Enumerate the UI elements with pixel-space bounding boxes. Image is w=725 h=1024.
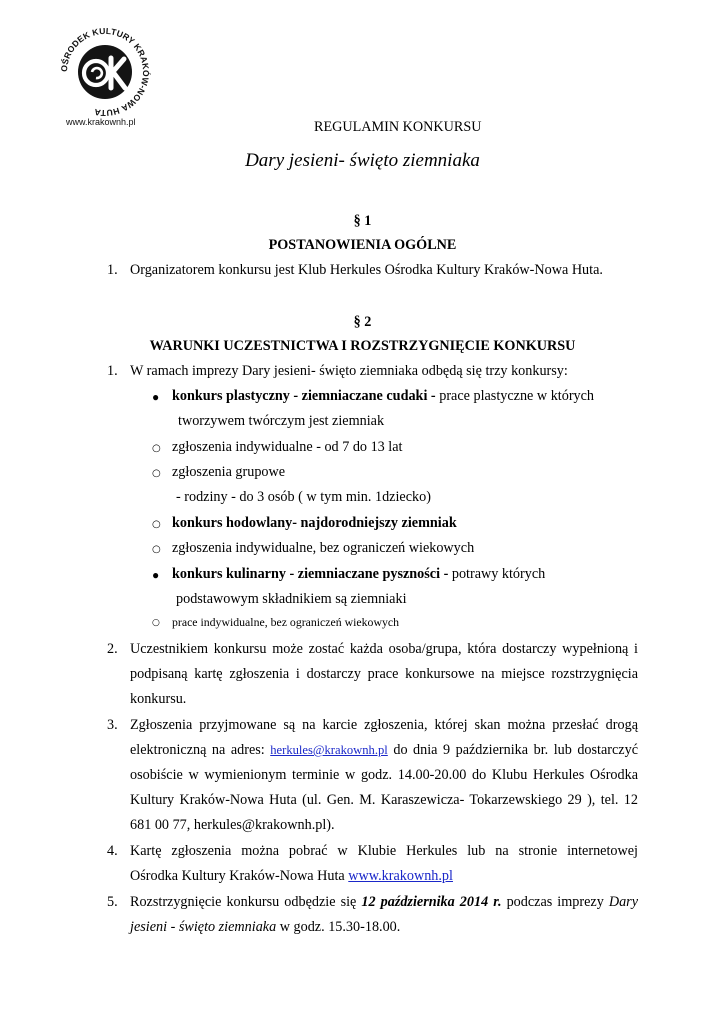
s2-item-3-line-4: Kultury Kraków-Nowa Huta (ul. Gen. M. Karaszewicza- Tokarzewskiego 29 ), tel. 12 bbox=[130, 792, 638, 808]
list-item-group-cont: - rodziny - do 3 osób ( w tym min. 1dziecko) bbox=[176, 489, 431, 505]
ok-logo-icon bbox=[55, 22, 155, 122]
s2-item-2-line-2: podpisaną kartę zgłoszenia i dostarczy prace konkursowe na miejsce rozstrzygnięcia bbox=[130, 666, 638, 682]
circle-bullet-icon: ○ bbox=[152, 443, 161, 454]
event-name-part-1: Dary bbox=[608, 894, 639, 910]
during-text: podczas imprezy bbox=[506, 894, 609, 910]
list-item-art-contest bbox=[172, 388, 594, 405]
email-link[interactable]: herkules@krakownh.pl bbox=[270, 743, 388, 757]
resolution-text: Rozstrzygnięcie konkursu odbędzie się bbox=[130, 894, 362, 910]
bullet-icon: ● bbox=[152, 568, 160, 582]
s2-item-3-line-5: 681 00 77, herkules@krakownh.pl). bbox=[130, 817, 335, 833]
list-item-culinary-contest bbox=[172, 566, 545, 583]
s2-item-3-line-3: osobiście w wymienionym terminie w godz. 14.00-20.00 do Klubu Herkules Ośrodka bbox=[130, 767, 638, 783]
list-item-individual-age: zgłoszenia indywidualne - od 7 do 13 lat bbox=[172, 439, 403, 455]
s2-item-3-line-2 bbox=[130, 742, 638, 759]
logo-url: www.krakownh.pl bbox=[66, 117, 136, 127]
s2-item-4-line-2 bbox=[130, 868, 453, 885]
list-item-group: zgłoszenia grupowe bbox=[172, 464, 286, 480]
list-item-individual-no-age: zgłoszenia indywidualne, bez ograniczeń wiekowych bbox=[172, 540, 475, 556]
svg-text:OŚRODEK KULTURY KRAKÓW-NOWA HU: OŚRODEK KULTURY KRAKÓW-NOWA HUTA bbox=[58, 25, 152, 119]
bullet-icon: ● bbox=[152, 390, 160, 404]
s2-item-2-number: 2. bbox=[107, 641, 118, 657]
list-item-individual-works: prace indywidualne, bez ograniczeń wiekowych bbox=[172, 615, 399, 629]
s2-item-1-number: 1. bbox=[107, 363, 118, 379]
s2-item-1-text: W ramach imprezy Dary jesieni- święto ziemniaka odbędą się trzy konkursy: bbox=[130, 363, 568, 379]
s2-item-3-line-1: Zgłoszenia przyjmowane są na karcie zgłoszenia, której skan można przesłać drogą bbox=[130, 717, 638, 733]
culinary-contest-title: konkurs kulinarny - ziemniaczane pyszności - bbox=[172, 566, 449, 582]
section-2-mark: § 2 bbox=[353, 314, 372, 330]
website-link[interactable]: www.krakownh.pl bbox=[348, 868, 453, 884]
s2-item-4-line-1: Kartę zgłoszenia można pobrać w Klubie Herkules lub na stronie internetowej bbox=[130, 843, 638, 859]
s2-item-5-line-2 bbox=[130, 919, 400, 936]
section-1-heading: POSTANOWIENIA OGÓLNE bbox=[268, 237, 457, 253]
document-title: REGULAMIN KONKURSU bbox=[314, 119, 482, 135]
circle-bullet-icon: ○ bbox=[152, 468, 161, 479]
circle-bullet-icon: ○ bbox=[152, 519, 161, 530]
s2-item-2-line-1: Uczestnikiem konkursu może zostać każda osoba/grupa, która dostarczy wypełnioną i bbox=[130, 641, 638, 657]
art-contest-desc-cont: tworzywem twórczym jest ziemniak bbox=[178, 413, 385, 429]
event-hours: w godz. 15.30-18.00. bbox=[276, 919, 401, 935]
culinary-contest-desc: potrawy których bbox=[448, 566, 546, 582]
deadline-text: do dnia 9 października br. lub dostarczyć bbox=[393, 742, 639, 758]
s2-item-5-line-1 bbox=[130, 894, 638, 911]
art-contest-desc: prace plastyczne w których bbox=[435, 388, 595, 404]
s2-item-5-number: 5. bbox=[107, 894, 118, 910]
art-contest-title: konkurs plastyczny - ziemniaczane cudaki - bbox=[172, 388, 436, 404]
list-item-breeding-contest: konkurs hodowlany- najdorodniejszy ziemniak bbox=[172, 515, 457, 531]
s1-item-1-text: Organizatorem konkursu jest Klub Herkules Ośrodka Kultury Kraków-Nowa Huta. bbox=[130, 262, 603, 278]
event-date: 12 października 2014 r. bbox=[361, 894, 502, 910]
culinary-contest-desc-cont: podstawowym składnikiem są ziemniaki bbox=[176, 591, 407, 607]
circle-bullet-icon: ○ bbox=[152, 618, 160, 628]
s2-item-4-number: 4. bbox=[107, 843, 118, 859]
section-2-heading: WARUNKI UCZESTNICTWA I ROZSTRZYGNIĘCIE KONKURSU bbox=[149, 338, 576, 354]
s1-item-1-number: 1. bbox=[107, 262, 118, 278]
section-1-mark: § 1 bbox=[353, 213, 372, 229]
website-label: Ośrodka Kultury Kraków-Nowa Huta bbox=[130, 868, 349, 884]
s2-item-3-number: 3. bbox=[107, 717, 118, 733]
document-subtitle: Dary jesieni- święto ziemniaka bbox=[245, 150, 480, 171]
s2-item-2-line-3: konkursu. bbox=[130, 691, 187, 707]
event-name-part-2: jesieni - święto ziemniaka bbox=[130, 919, 277, 935]
circle-bullet-icon: ○ bbox=[152, 544, 161, 555]
address-label: elektroniczną na adres: bbox=[130, 742, 271, 758]
